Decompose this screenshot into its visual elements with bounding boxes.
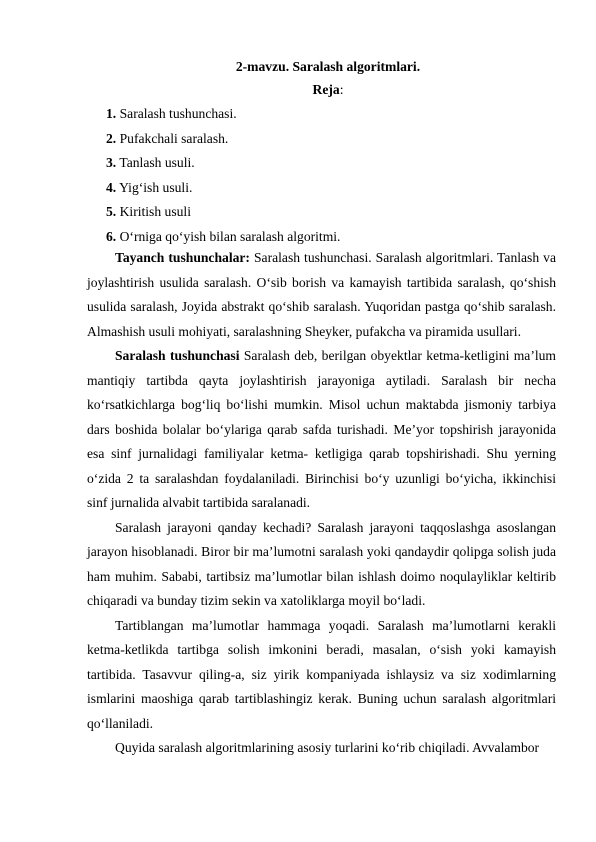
- page-title: 2-mavzu. Saralash algoritmlari.: [235, 59, 421, 74]
- plan-item-number: 3.: [106, 155, 117, 170]
- plan-item-text: O‘rniga qo‘yish bilan saralash algoritmi.: [119, 228, 341, 244]
- plan-item-text: Pufakchali saralash.: [119, 130, 229, 146]
- paragraph-text: Saralash tushunchasi. Saralash algoritmlari. Tanlash va joylashtirish usulida saralash. O‘sib borish va kamayish tartibida saralash, qo‘shish usulida saralash, Joyida abstrakt qo‘shib saralash. Yuqoridan pastga qo‘shib saralash. Almashish usuli mohiyati, saralashning Sheyker, pufakcha va piramida usullari.: [87, 250, 556, 339]
- paragraph-lead: Tayanch tushunchalar:: [115, 250, 250, 265]
- plan-item-text: Kiritish usuli: [119, 204, 191, 219]
- plan-item-number: 4.: [106, 179, 117, 195]
- paragraph-sorting-process: [87, 516, 556, 614]
- plan-item-text: Yig‘ish usuli.: [119, 179, 193, 195]
- plan-heading: [0, 82, 596, 98]
- plan-heading-label: Reja: [312, 82, 340, 97]
- plan-item: [106, 131, 340, 156]
- plan-item: [106, 204, 340, 229]
- paragraph-sorting-types: [87, 736, 556, 761]
- plan-item-number: 2.: [106, 130, 117, 146]
- paragraph-text: Quyida saralash algoritmlarining asosiy turlarini ko‘rib chiqiladi. Avvalambor: [115, 740, 540, 755]
- plan-item: [106, 180, 340, 205]
- plan-item-number: 1.: [106, 106, 117, 121]
- plan-item-number: 6.: [106, 228, 117, 244]
- plan-list: [106, 106, 340, 253]
- plan-item-text: Tanlash usuli.: [119, 155, 195, 170]
- paragraph-lead: Saralash tushunchasi: [115, 348, 240, 363]
- paragraph-key-concepts: [87, 246, 556, 344]
- plan-heading-colon: :: [339, 82, 344, 97]
- paragraph-text: Tartiblangan ma’lumotlar hammaga yoqadi. Saralash ma’lumotlarni kerakli ketma-ketlikda tartibga solish imkonini beradi, masalan, o‘sish yoki kamayish tartibida. Tasavvur qiling-a, siz yirik kompaniyada ishlaysiz va siz xodimlarning ismlarini maoshiga qarab tartiblashingiz kerak. Buning uchun saralash algoritmlari qo‘llaniladi.: [87, 617, 556, 731]
- paragraph-ordered-data: [87, 614, 556, 737]
- plan-item-number: 5.: [106, 204, 117, 219]
- plan-item: [106, 155, 340, 180]
- body-text: [87, 246, 556, 761]
- paragraph-text: Saralash deb, berilgan obyektlar ketma-ketligini ma’lum mantiqiy tartibda qayta joylashtirish jarayoniga aytiladi. Saralash bir necha ko‘rsatkichlarga bog‘liq bo‘lishi mumkin. Misol uchun maktabda jismoniy tarbiya dars boshida bolalar bo‘ylariga qarab safda turishadi. Me’yor topshirish jarayonida esa sinf jurnalidagi familiyalar ketma- ketligiga qarab topshirishadi. Shu yerning o‘zida 2 ta saralashdan foydalaniladi. Birinchisi bo‘y uzunligi bo‘yicha, ikkinchisi sinf jurnalida alvabit tartibida saralanadi.: [87, 348, 556, 510]
- paragraph-sorting-concept: [87, 344, 556, 516]
- paragraph-text: Saralash jarayoni qanday kechadi? Saralash jarayoni taqqoslashga asoslangan jarayon hisoblanadi. Biror bir ma’lumotni saralash yoki qandaydir qolipga solish juda ham muhim. Sababi, tartibsiz ma’lumotlar bilan ishlash doimo noqulayliklar keltirib chiqaradi va bunday tizim sekin va xatoliklarga moyil bo‘ladi.: [87, 519, 556, 608]
- plan-item: [106, 106, 340, 131]
- plan-item-text: Saralash tushunchasi.: [119, 106, 237, 121]
